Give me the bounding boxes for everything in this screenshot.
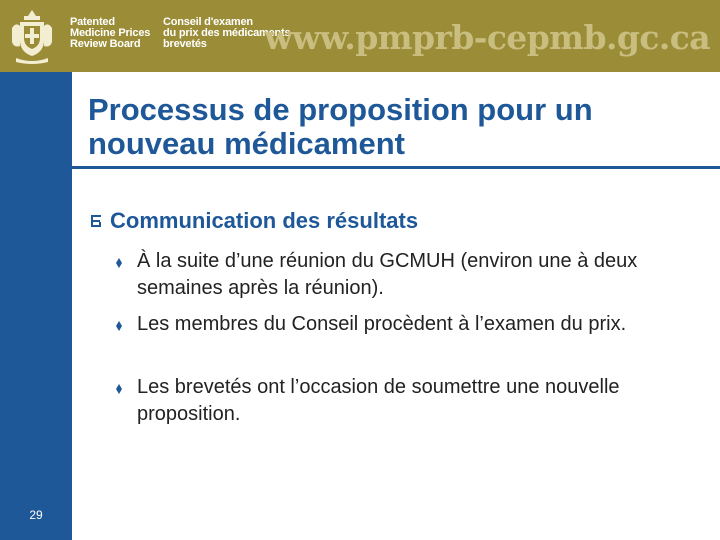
title-underline: [72, 166, 720, 169]
coat-of-arms-icon: [10, 8, 54, 64]
square-bullet-icon: [91, 215, 101, 227]
org-fr-line: Conseil d'examen: [163, 16, 253, 28]
left-sidebar: [0, 72, 72, 540]
org-name-english: [70, 17, 150, 50]
sub-bullet-text: Les brevetés ont l’occasion de soumettre une nouvelle proposition.: [137, 376, 620, 425]
title-line: nouveau médicament: [88, 126, 405, 161]
diamond-bullet-icon: [116, 384, 122, 394]
main-bullet-text: Communication des résultats: [110, 208, 419, 233]
slide-title: [88, 93, 708, 161]
header-bar: [0, 0, 720, 72]
org-fr-line: brevetés: [163, 38, 207, 50]
diamond-bullet-icon: [116, 258, 122, 268]
org-fr-line: du prix des médicaments: [163, 27, 291, 39]
sub-bullet-text: Les membres du Conseil procèdent à l’examen du prix.: [137, 313, 627, 335]
org-en-line: Patented: [70, 16, 115, 28]
org-en-line: Review Board: [70, 38, 141, 50]
sub-bullet-text: À la suite d’une réunion du GCMUH (environ une à deux semaines après la réunion).: [137, 250, 638, 299]
title-line: Processus de proposition pour un: [88, 92, 593, 127]
diamond-bullet-icon: [116, 321, 122, 331]
website-url: www.pmprb-cepmb.gc.ca: [264, 18, 710, 57]
slide-number: 29: [29, 508, 43, 522]
org-en-line: Medicine Prices: [70, 27, 151, 39]
